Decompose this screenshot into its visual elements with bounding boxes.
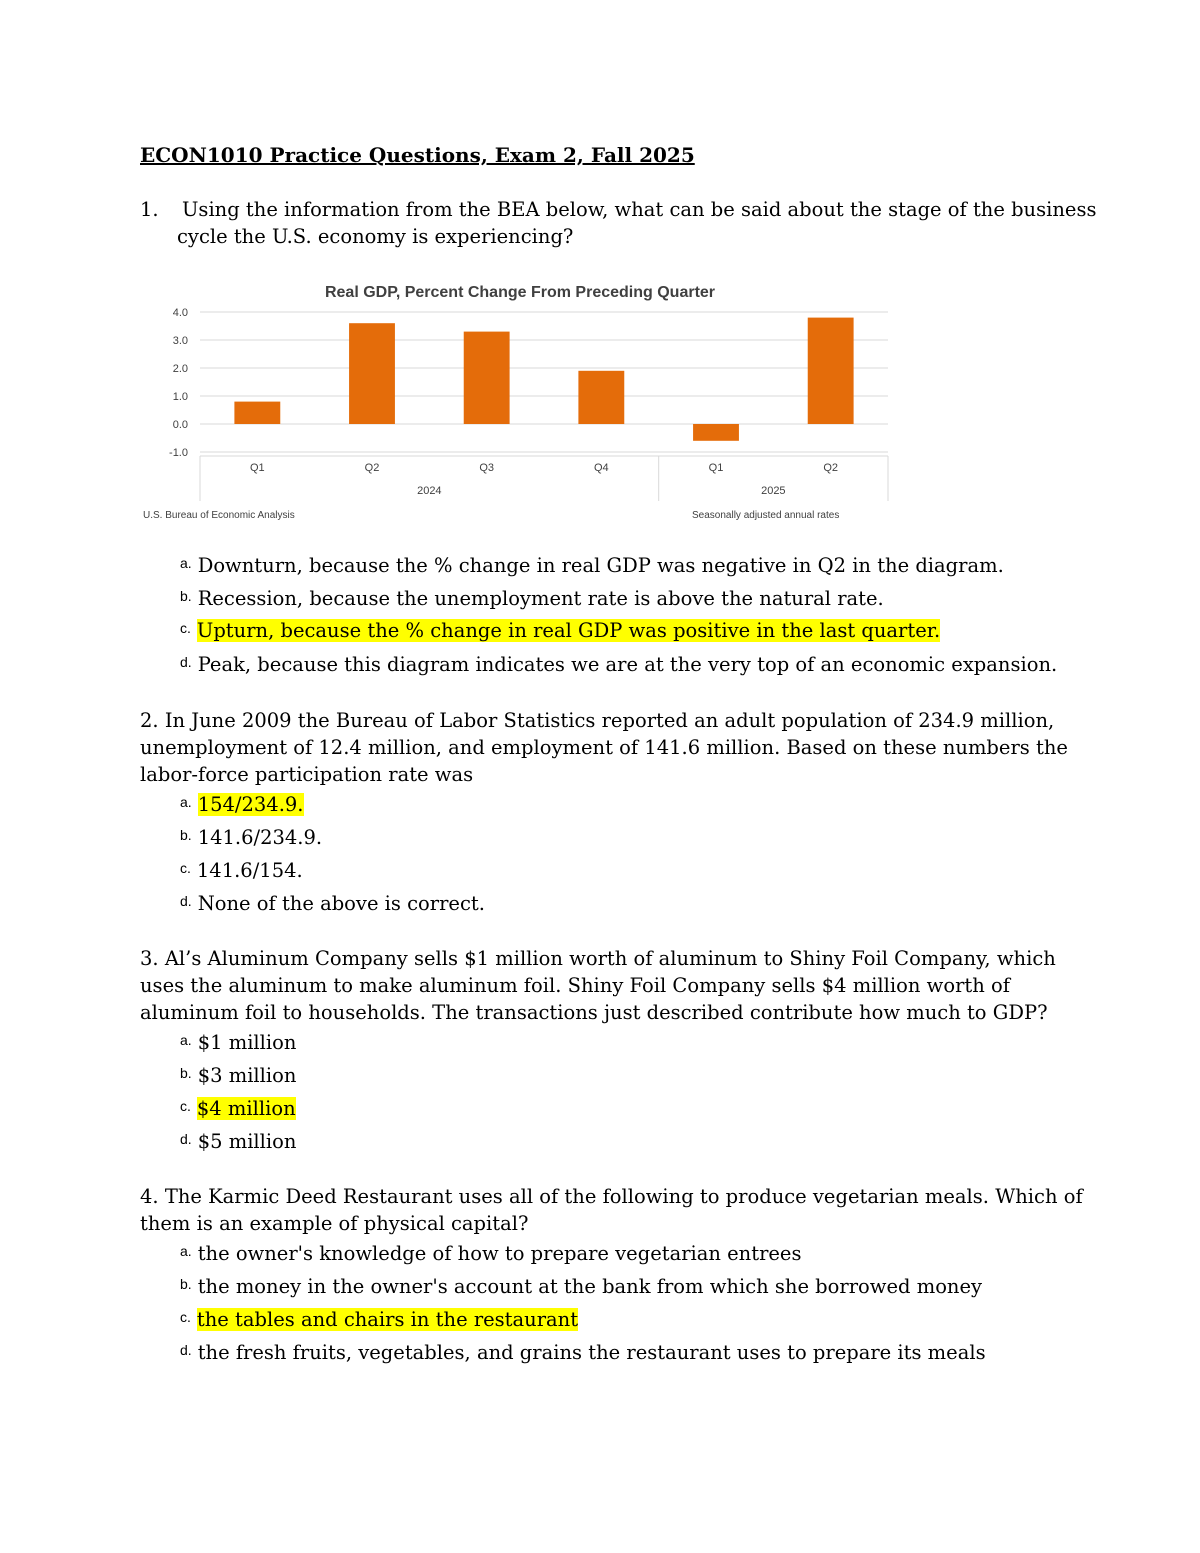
option-letter: a. <box>180 794 192 810</box>
option-letter: a. <box>180 1243 192 1259</box>
option-letter: b. <box>180 588 192 604</box>
option-text-highlighted: the tables and chairs in the restaurant <box>196 1308 579 1331</box>
option-letter: a. <box>180 1032 192 1048</box>
q1-option-a[interactable] <box>180 554 1004 579</box>
q1-option-d[interactable] <box>180 653 1057 678</box>
question-2-line-1-text: In June 2009 the Bureau of Labor Statistics reported an adult population of 234.9 million, <box>164 709 1055 732</box>
option-text: None of the above is correct. <box>197 892 485 915</box>
option-text-highlighted: 154/234.9. <box>197 793 304 816</box>
gdp-bar <box>693 424 739 441</box>
question-1-line-1: Using the information from the BEA below, what can be said about the stage of the business <box>182 198 1097 221</box>
question-2-line-1 <box>140 707 1054 734</box>
q4-option-b[interactable] <box>180 1275 982 1300</box>
q4-option-d[interactable] <box>180 1341 986 1366</box>
x-category-label: Q2 <box>364 462 380 474</box>
y-tick-label: 3.0 <box>172 335 188 347</box>
chart-source-left: U.S. Bureau of Economic Analysis <box>143 510 295 521</box>
option-text: $5 million <box>197 1130 297 1153</box>
option-letter: d. <box>180 1342 192 1358</box>
q2-option-d[interactable] <box>180 892 485 917</box>
q4-option-a[interactable] <box>180 1242 801 1267</box>
option-letter: c. <box>180 1309 191 1325</box>
gdp-bar <box>808 318 854 424</box>
x-group-label: 2025 <box>761 485 786 497</box>
q3-option-d[interactable] <box>180 1130 296 1155</box>
x-category-label: Q3 <box>479 462 495 474</box>
question-1-number: 1. <box>140 198 159 221</box>
question-3-number: 3. <box>140 947 159 970</box>
q2-option-b[interactable] <box>180 826 322 851</box>
question-3-line-1-text: Al’s Aluminum Company sells $1 million worth of aluminum to Shiny Foil Company, which <box>164 947 1056 970</box>
q3-option-c[interactable] <box>180 1097 296 1122</box>
gdp-bar <box>234 402 280 424</box>
y-tick-label: 4.0 <box>172 307 188 319</box>
x-category-label: Q1 <box>249 462 265 474</box>
option-letter: c. <box>180 1098 191 1114</box>
option-text: $3 million <box>197 1064 297 1087</box>
option-letter: a. <box>180 555 192 571</box>
y-tick-label: 0.0 <box>172 419 188 431</box>
q1-option-c[interactable] <box>180 619 940 644</box>
option-letter: c. <box>180 620 191 636</box>
q3-option-a[interactable] <box>180 1031 296 1056</box>
option-letter: d. <box>180 1131 192 1147</box>
x-group-label: 2024 <box>417 485 442 497</box>
option-letter: b. <box>180 1276 192 1292</box>
x-category-label: Q2 <box>823 462 839 474</box>
option-letter: b. <box>180 827 192 843</box>
option-letter: b. <box>180 1065 192 1081</box>
gdp-bar <box>578 371 624 424</box>
y-tick-label: 2.0 <box>172 363 188 375</box>
y-tick-label: -1.0 <box>169 447 188 459</box>
document-title: ECON1010 Practice Questions, Exam 2, Fall 2025 <box>140 143 695 167</box>
gdp-bar <box>349 323 395 424</box>
gdp-bar <box>464 332 510 424</box>
option-text: 141.6/234.9. <box>197 826 323 849</box>
question-1-line-2: cycle the U.S. economy is experiencing? <box>177 225 574 248</box>
option-text-highlighted: $4 million <box>196 1097 296 1120</box>
question-2-line-2: unemployment of 12.4 million, and employment of 141.6 million. Based on these numbers the <box>140 736 1068 759</box>
option-text: Downturn, because the % change in real GDP was negative in Q2 in the diagram. <box>197 554 1004 577</box>
q2-option-a[interactable] <box>180 793 304 818</box>
option-letter: d. <box>180 893 192 909</box>
option-text: the fresh fruits, vegetables, and grains the restaurant uses to prepare its meals <box>197 1341 986 1364</box>
x-category-label: Q4 <box>593 462 609 474</box>
option-text: Peak, because this diagram indicates we are at the very top of an economic expansion. <box>197 653 1058 676</box>
question-2-line-3: labor-force participation rate was <box>140 763 474 786</box>
question-4-line-2: them is an example of physical capital? <box>140 1212 529 1235</box>
option-letter: c. <box>180 860 191 876</box>
q2-option-c[interactable] <box>180 859 303 884</box>
x-category-label: Q1 <box>708 462 724 474</box>
question-3-line-2: uses the aluminum to make aluminum foil. Shiny Foil Company sells $4 million worth of <box>140 974 1010 997</box>
chart-source-right: Seasonally adjusted annual rates <box>692 510 840 521</box>
q3-option-b[interactable] <box>180 1064 296 1089</box>
gdp-bar-chart <box>140 276 900 526</box>
y-tick-label: 1.0 <box>172 391 188 403</box>
question-4-number: 4. <box>140 1185 159 1208</box>
option-text: 141.6/154. <box>196 859 303 882</box>
q4-option-c[interactable] <box>180 1308 578 1333</box>
option-text: the money in the owner's account at the bank from which she borrowed money <box>197 1275 983 1298</box>
option-text: $1 million <box>197 1031 297 1054</box>
question-3-line-3: aluminum foil to households. The transactions just described contribute how much to GDP? <box>140 1001 1048 1024</box>
option-text: Recession, because the unemployment rate is above the natural rate. <box>197 587 884 610</box>
question-4-line-1 <box>140 1183 1083 1210</box>
question-2-number: 2. <box>140 709 159 732</box>
option-text-highlighted: Upturn, because the % change in real GDP was positive in the last quarter. <box>196 619 941 642</box>
q1-option-b[interactable] <box>180 587 884 612</box>
question-4-line-1-text: The Karmic Deed Restaurant uses all of the following to produce vegetarian meals. Which of <box>164 1185 1083 1208</box>
question-3-line-1 <box>140 945 1056 972</box>
chart-title: Real GDP, Percent Change From Preceding Quarter <box>324 284 716 301</box>
option-letter: d. <box>180 654 192 670</box>
option-text: the owner's knowledge of how to prepare vegetarian entrees <box>197 1242 802 1265</box>
